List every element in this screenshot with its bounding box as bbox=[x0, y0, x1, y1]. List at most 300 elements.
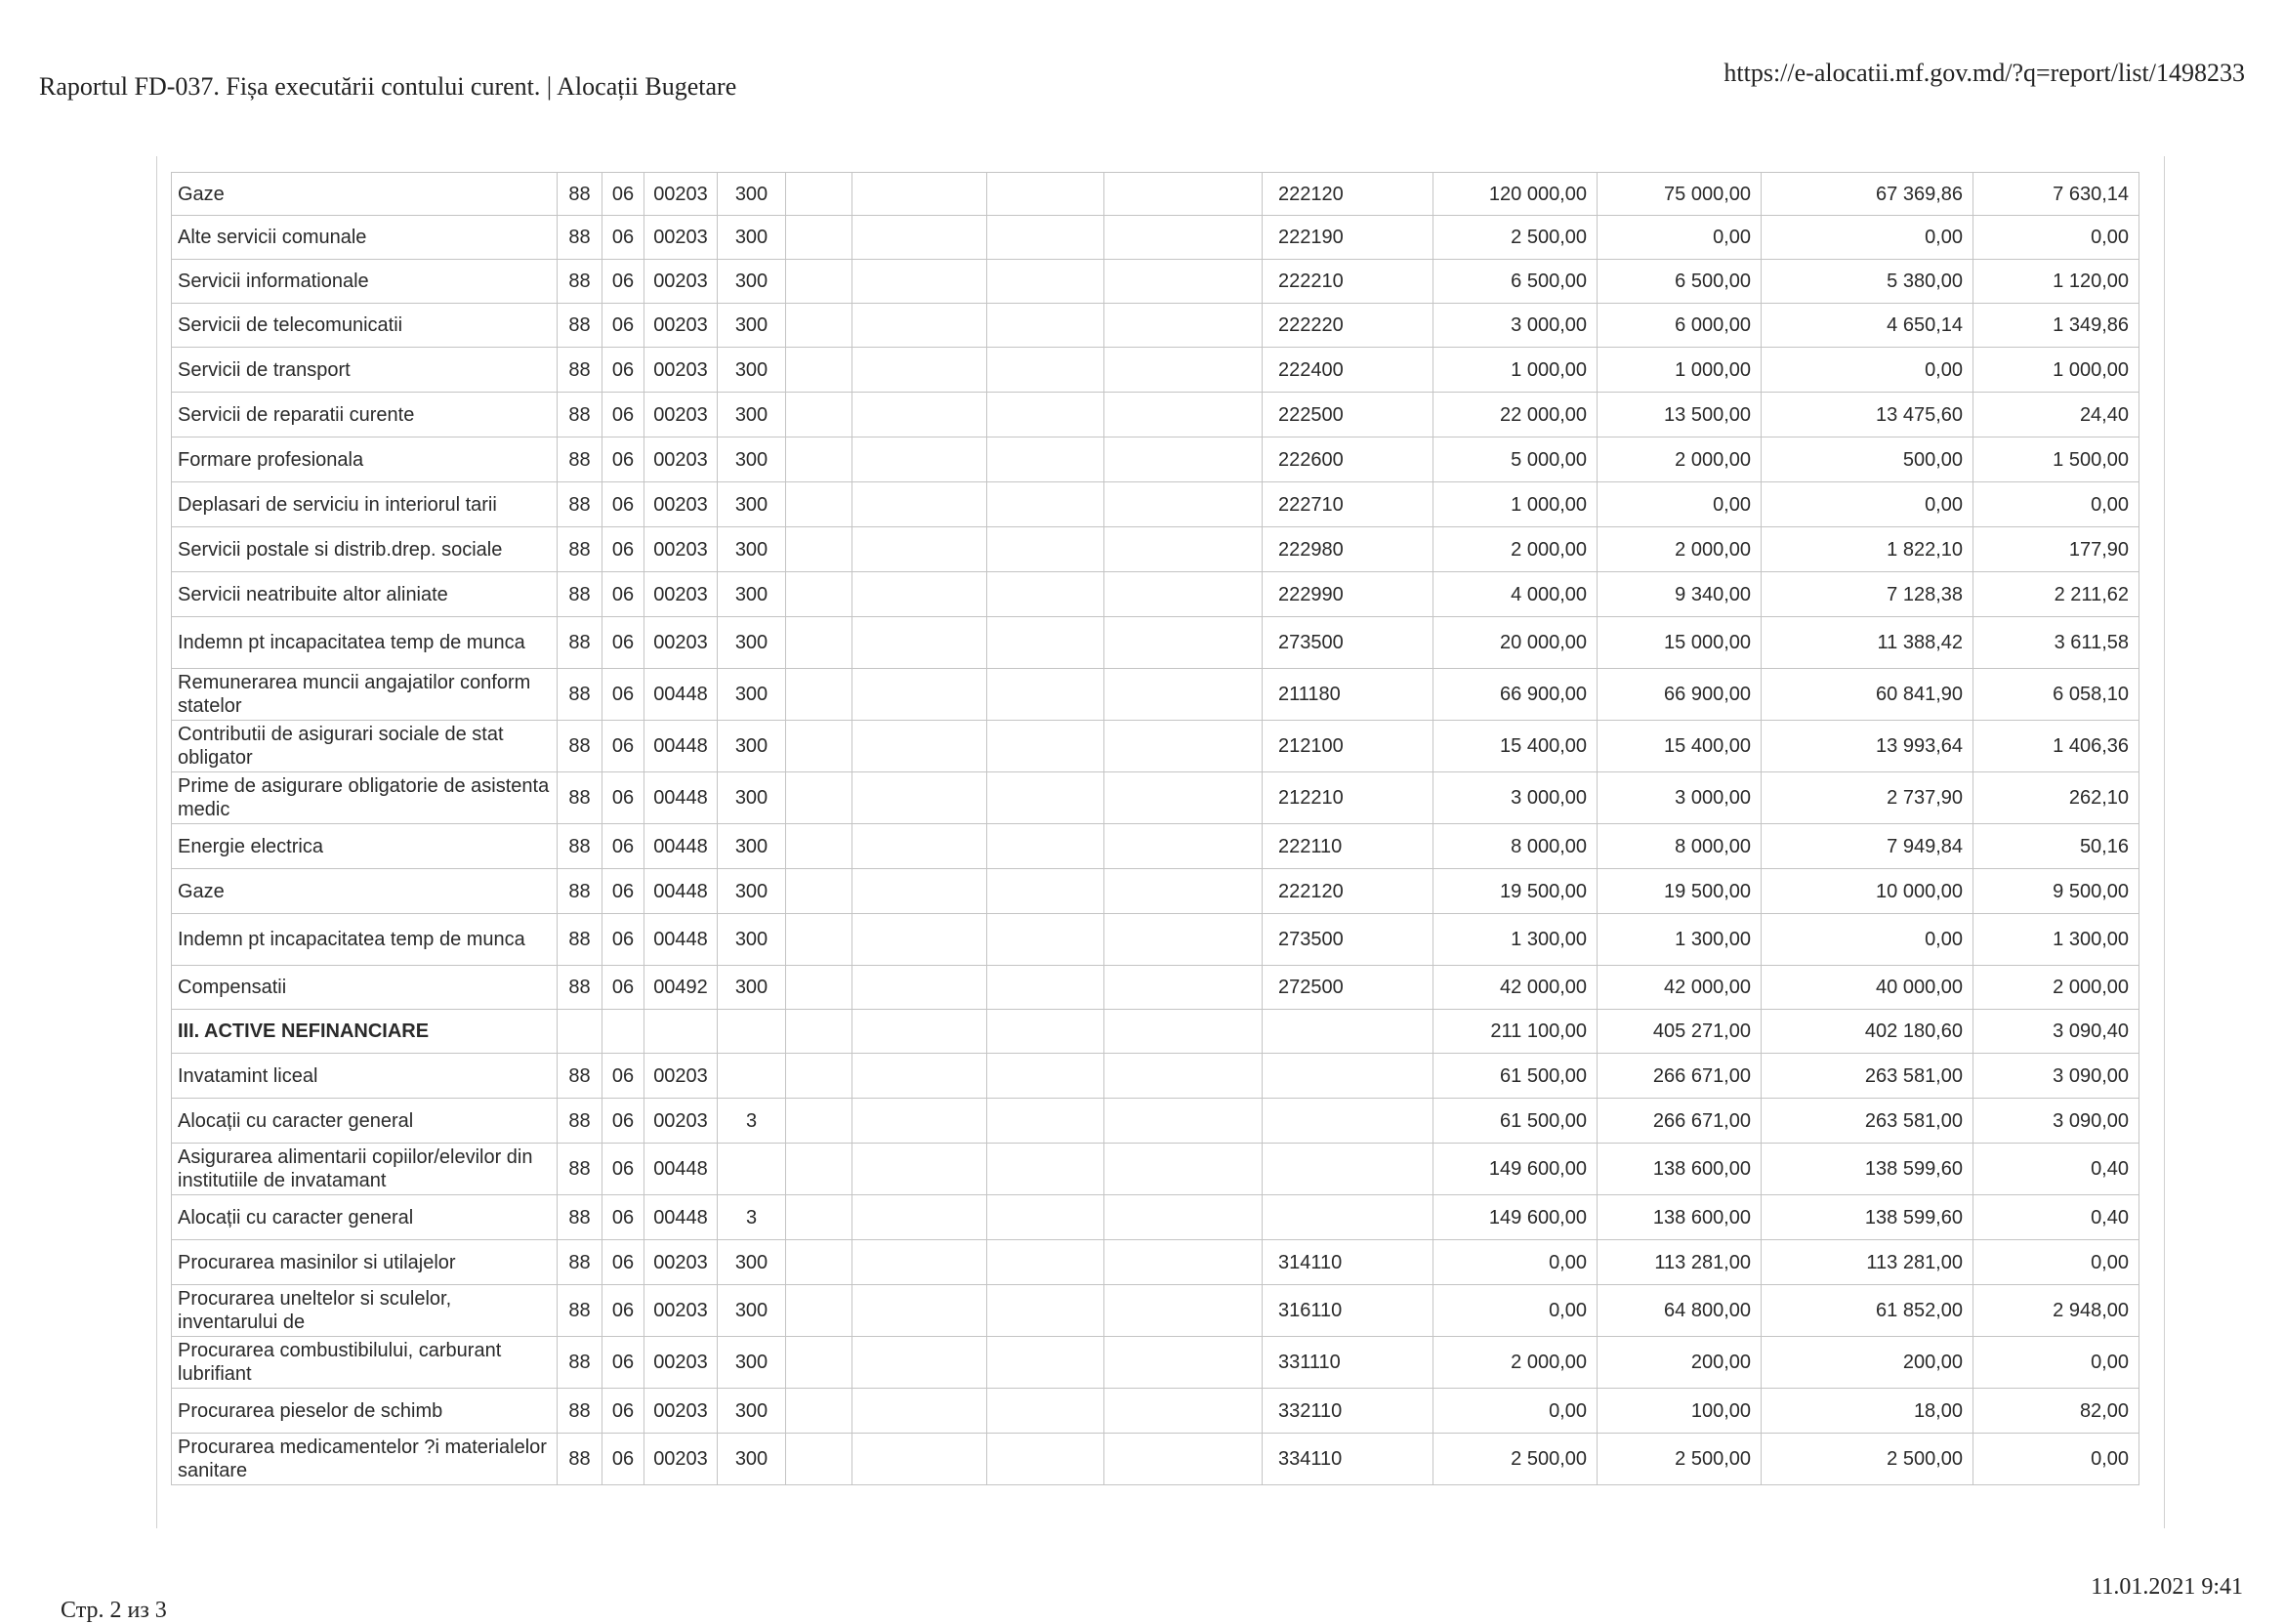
empty-cell bbox=[786, 482, 852, 527]
empty-cell bbox=[852, 1144, 987, 1195]
code-cell: 06 bbox=[602, 173, 644, 216]
amount-cell: 19 500,00 bbox=[1433, 869, 1598, 914]
code-cell: 00448 bbox=[644, 914, 718, 966]
amount-cell: 1 300,00 bbox=[1598, 914, 1762, 966]
code-cell: 06 bbox=[602, 437, 644, 482]
row-name: Remunerarea muncii angajatilor conform statelor bbox=[172, 669, 558, 721]
code-cell: 06 bbox=[602, 966, 644, 1010]
row-name: Asigurarea alimentarii copiilor/elevilor din institutiile de invatamant bbox=[172, 1144, 558, 1195]
row-name: Alocații cu caracter general bbox=[172, 1195, 558, 1240]
code-cell: 300 bbox=[718, 527, 786, 572]
amount-cell: 0,40 bbox=[1973, 1195, 2139, 1240]
code-cell: 88 bbox=[558, 393, 602, 437]
empty-cell bbox=[852, 348, 987, 393]
code-cell: 300 bbox=[718, 437, 786, 482]
amount-cell: 402 180,60 bbox=[1762, 1010, 1973, 1054]
code-cell: 88 bbox=[558, 304, 602, 348]
empty-cell bbox=[1104, 772, 1263, 824]
empty-cell bbox=[786, 260, 852, 304]
amount-cell: 2 500,00 bbox=[1433, 1434, 1598, 1485]
amount-cell: 2 000,00 bbox=[1598, 437, 1762, 482]
code-cell: 06 bbox=[602, 393, 644, 437]
code-cell: 06 bbox=[602, 1144, 644, 1195]
empty-cell bbox=[852, 1389, 987, 1434]
code-cell: 88 bbox=[558, 617, 602, 669]
empty-cell bbox=[987, 914, 1104, 966]
amount-cell: 266 671,00 bbox=[1598, 1054, 1762, 1099]
eco-code-cell bbox=[1263, 1195, 1433, 1240]
amount-cell: 6 000,00 bbox=[1598, 304, 1762, 348]
code-cell bbox=[718, 1144, 786, 1195]
amount-cell: 1 000,00 bbox=[1598, 348, 1762, 393]
amount-cell: 61 852,00 bbox=[1762, 1285, 1973, 1337]
code-cell: 00203 bbox=[644, 393, 718, 437]
code-cell: 88 bbox=[558, 1099, 602, 1144]
empty-cell bbox=[1104, 1054, 1263, 1099]
amount-cell: 100,00 bbox=[1598, 1389, 1762, 1434]
amount-cell: 0,00 bbox=[1973, 216, 2139, 260]
eco-code-cell: 212100 bbox=[1263, 721, 1433, 772]
code-cell: 00448 bbox=[644, 721, 718, 772]
empty-cell bbox=[852, 527, 987, 572]
empty-cell bbox=[852, 216, 987, 260]
eco-code-cell: 334110 bbox=[1263, 1434, 1433, 1485]
table-row bbox=[172, 1054, 2139, 1099]
code-cell bbox=[718, 1010, 786, 1054]
empty-cell bbox=[852, 1434, 987, 1485]
row-name: Procurarea pieselor de schimb bbox=[172, 1389, 558, 1434]
empty-cell bbox=[786, 572, 852, 617]
code-cell bbox=[602, 1010, 644, 1054]
empty-cell bbox=[987, 669, 1104, 721]
code-cell: 300 bbox=[718, 1285, 786, 1337]
amount-cell: 1 300,00 bbox=[1973, 914, 2139, 966]
row-name: Compensatii bbox=[172, 966, 558, 1010]
amount-cell: 3 090,00 bbox=[1973, 1054, 2139, 1099]
amount-cell: 263 581,00 bbox=[1762, 1054, 1973, 1099]
code-cell: 06 bbox=[602, 1195, 644, 1240]
amount-cell: 18,00 bbox=[1762, 1389, 1973, 1434]
code-cell: 06 bbox=[602, 304, 644, 348]
code-cell: 06 bbox=[602, 772, 644, 824]
amount-cell: 15 000,00 bbox=[1598, 617, 1762, 669]
empty-cell bbox=[1104, 824, 1263, 869]
amount-cell: 3 611,58 bbox=[1973, 617, 2139, 669]
code-cell: 00203 bbox=[644, 216, 718, 260]
table-row bbox=[172, 772, 2139, 824]
eco-code-cell: 332110 bbox=[1263, 1389, 1433, 1434]
amount-cell: 10 000,00 bbox=[1762, 869, 1973, 914]
amount-cell: 0,00 bbox=[1762, 482, 1973, 527]
row-name: Formare profesionala bbox=[172, 437, 558, 482]
empty-cell bbox=[987, 1144, 1104, 1195]
empty-cell bbox=[987, 1434, 1104, 1485]
empty-cell bbox=[786, 1337, 852, 1389]
table-row bbox=[172, 1337, 2139, 1389]
empty-cell bbox=[1104, 669, 1263, 721]
empty-cell bbox=[987, 772, 1104, 824]
empty-cell bbox=[786, 1195, 852, 1240]
empty-cell bbox=[1104, 1285, 1263, 1337]
amount-cell: 13 500,00 bbox=[1598, 393, 1762, 437]
empty-cell bbox=[1104, 173, 1263, 216]
amount-cell: 4 000,00 bbox=[1433, 572, 1598, 617]
amount-cell: 2 211,62 bbox=[1973, 572, 2139, 617]
amount-cell: 61 500,00 bbox=[1433, 1054, 1598, 1099]
amount-cell: 5 000,00 bbox=[1433, 437, 1598, 482]
empty-cell bbox=[852, 437, 987, 482]
empty-cell bbox=[987, 1389, 1104, 1434]
empty-cell bbox=[987, 617, 1104, 669]
amount-cell: 3 000,00 bbox=[1598, 772, 1762, 824]
table-row bbox=[172, 527, 2139, 572]
code-cell: 300 bbox=[718, 617, 786, 669]
code-cell: 00203 bbox=[644, 572, 718, 617]
code-cell: 00492 bbox=[644, 966, 718, 1010]
empty-cell bbox=[852, 173, 987, 216]
table-row bbox=[172, 482, 2139, 527]
empty-cell bbox=[786, 527, 852, 572]
eco-code-cell: 272500 bbox=[1263, 966, 1433, 1010]
eco-code-cell: 212210 bbox=[1263, 772, 1433, 824]
code-cell bbox=[644, 1010, 718, 1054]
code-cell: 88 bbox=[558, 482, 602, 527]
row-name: Gaze bbox=[172, 869, 558, 914]
code-cell: 88 bbox=[558, 1389, 602, 1434]
code-cell: 06 bbox=[602, 869, 644, 914]
amount-cell: 61 500,00 bbox=[1433, 1099, 1598, 1144]
row-name: III. ACTIVE NEFINANCIARE bbox=[172, 1010, 558, 1054]
code-cell: 00203 bbox=[644, 527, 718, 572]
empty-cell bbox=[987, 572, 1104, 617]
empty-cell bbox=[786, 772, 852, 824]
amount-cell: 67 369,86 bbox=[1762, 173, 1973, 216]
code-cell: 300 bbox=[718, 1337, 786, 1389]
code-cell: 88 bbox=[558, 772, 602, 824]
amount-cell: 13 993,64 bbox=[1762, 721, 1973, 772]
amount-cell: 7 128,38 bbox=[1762, 572, 1973, 617]
row-name: Servicii de telecomunicatii bbox=[172, 304, 558, 348]
code-cell: 00448 bbox=[644, 1195, 718, 1240]
page-number: Стр. 2 из 3 bbox=[61, 1598, 167, 1623]
empty-cell bbox=[852, 1285, 987, 1337]
report-url: https://e-alocatii.mf.gov.md/?q=report/list/1498233 bbox=[1723, 59, 2245, 87]
amount-cell: 3 090,00 bbox=[1973, 1099, 2139, 1144]
empty-cell bbox=[786, 1099, 852, 1144]
code-cell: 06 bbox=[602, 1337, 644, 1389]
code-cell: 00448 bbox=[644, 869, 718, 914]
amount-cell: 13 475,60 bbox=[1762, 393, 1973, 437]
code-cell: 88 bbox=[558, 869, 602, 914]
code-cell: 00203 bbox=[644, 1337, 718, 1389]
table-row bbox=[172, 572, 2139, 617]
empty-cell bbox=[987, 966, 1104, 1010]
code-cell: 06 bbox=[602, 1054, 644, 1099]
code-cell: 00203 bbox=[644, 1240, 718, 1285]
table-row bbox=[172, 669, 2139, 721]
table-row bbox=[172, 1240, 2139, 1285]
amount-cell: 50,16 bbox=[1973, 824, 2139, 869]
table-row bbox=[172, 966, 2139, 1010]
amount-cell: 42 000,00 bbox=[1433, 966, 1598, 1010]
amount-cell: 0,00 bbox=[1973, 1434, 2139, 1485]
empty-cell bbox=[786, 304, 852, 348]
amount-cell: 405 271,00 bbox=[1598, 1010, 1762, 1054]
amount-cell: 7 949,84 bbox=[1762, 824, 1973, 869]
amount-cell: 6 058,10 bbox=[1973, 669, 2139, 721]
code-cell: 88 bbox=[558, 1195, 602, 1240]
table-row bbox=[172, 173, 2139, 216]
amount-cell: 3 000,00 bbox=[1433, 772, 1598, 824]
eco-code-cell: 331110 bbox=[1263, 1337, 1433, 1389]
empty-cell bbox=[852, 1099, 987, 1144]
empty-cell bbox=[852, 1010, 987, 1054]
amount-cell: 2 000,00 bbox=[1433, 1337, 1598, 1389]
code-cell bbox=[718, 1054, 786, 1099]
code-cell: 300 bbox=[718, 482, 786, 527]
amount-cell: 0,40 bbox=[1973, 1144, 2139, 1195]
code-cell: 00448 bbox=[644, 669, 718, 721]
code-cell: 88 bbox=[558, 348, 602, 393]
code-cell: 06 bbox=[602, 1434, 644, 1485]
amount-cell: 40 000,00 bbox=[1762, 966, 1973, 1010]
table-row bbox=[172, 1389, 2139, 1434]
code-cell: 88 bbox=[558, 1240, 602, 1285]
eco-code-cell: 222120 bbox=[1263, 173, 1433, 216]
code-cell: 00448 bbox=[644, 824, 718, 869]
row-name: Servicii de transport bbox=[172, 348, 558, 393]
code-cell: 00203 bbox=[644, 1054, 718, 1099]
eco-code-cell: 273500 bbox=[1263, 617, 1433, 669]
code-cell: 88 bbox=[558, 1337, 602, 1389]
table-row bbox=[172, 216, 2139, 260]
amount-cell: 200,00 bbox=[1598, 1337, 1762, 1389]
table-row bbox=[172, 260, 2139, 304]
empty-cell bbox=[786, 1389, 852, 1434]
amount-cell: 0,00 bbox=[1433, 1389, 1598, 1434]
row-name: Invatamint liceal bbox=[172, 1054, 558, 1099]
code-cell: 06 bbox=[602, 527, 644, 572]
eco-code-cell bbox=[1263, 1010, 1433, 1054]
amount-cell: 138 599,60 bbox=[1762, 1144, 1973, 1195]
empty-cell bbox=[786, 1285, 852, 1337]
amount-cell: 113 281,00 bbox=[1598, 1240, 1762, 1285]
empty-cell bbox=[852, 572, 987, 617]
row-name: Gaze bbox=[172, 173, 558, 216]
amount-cell: 6 500,00 bbox=[1598, 260, 1762, 304]
code-cell: 300 bbox=[718, 572, 786, 617]
code-cell: 00203 bbox=[644, 304, 718, 348]
empty-cell bbox=[987, 437, 1104, 482]
code-cell: 300 bbox=[718, 393, 786, 437]
code-cell: 06 bbox=[602, 482, 644, 527]
empty-cell bbox=[1104, 1389, 1263, 1434]
empty-cell bbox=[987, 304, 1104, 348]
amount-cell: 1 822,10 bbox=[1762, 527, 1973, 572]
row-name: Indemn pt incapacitatea temp de munca bbox=[172, 617, 558, 669]
eco-code-cell: 222110 bbox=[1263, 824, 1433, 869]
amount-cell: 1 406,36 bbox=[1973, 721, 2139, 772]
empty-cell bbox=[1104, 966, 1263, 1010]
code-cell: 06 bbox=[602, 260, 644, 304]
amount-cell: 138 600,00 bbox=[1598, 1195, 1762, 1240]
amount-cell: 1 000,00 bbox=[1433, 482, 1598, 527]
code-cell: 00203 bbox=[644, 482, 718, 527]
amount-cell: 211 100,00 bbox=[1433, 1010, 1598, 1054]
empty-cell bbox=[852, 1195, 987, 1240]
empty-cell bbox=[852, 966, 987, 1010]
empty-cell bbox=[987, 348, 1104, 393]
row-name: Energie electrica bbox=[172, 824, 558, 869]
empty-cell bbox=[786, 393, 852, 437]
empty-cell bbox=[987, 393, 1104, 437]
table-row bbox=[172, 824, 2139, 869]
code-cell: 00448 bbox=[644, 772, 718, 824]
eco-code-cell: 222500 bbox=[1263, 393, 1433, 437]
code-cell: 3 bbox=[718, 1195, 786, 1240]
code-cell: 88 bbox=[558, 216, 602, 260]
code-cell: 00203 bbox=[644, 437, 718, 482]
empty-cell bbox=[1104, 482, 1263, 527]
amount-cell: 113 281,00 bbox=[1762, 1240, 1973, 1285]
empty-cell bbox=[786, 1144, 852, 1195]
table-row bbox=[172, 1099, 2139, 1144]
code-cell: 300 bbox=[718, 1389, 786, 1434]
table-row bbox=[172, 437, 2139, 482]
code-cell: 88 bbox=[558, 669, 602, 721]
amount-cell: 15 400,00 bbox=[1598, 721, 1762, 772]
table-row bbox=[172, 721, 2139, 772]
table-row bbox=[172, 304, 2139, 348]
amount-cell: 0,00 bbox=[1973, 1337, 2139, 1389]
report-title: Raportul FD-037. Fișa executării contului curent. | Alocații Bugetare bbox=[39, 72, 737, 101]
empty-cell bbox=[852, 1240, 987, 1285]
empty-cell bbox=[786, 348, 852, 393]
row-name: Alocații cu caracter general bbox=[172, 1099, 558, 1144]
empty-cell bbox=[1104, 216, 1263, 260]
empty-cell bbox=[786, 1010, 852, 1054]
empty-cell bbox=[987, 721, 1104, 772]
empty-cell bbox=[852, 1337, 987, 1389]
code-cell: 88 bbox=[558, 260, 602, 304]
empty-cell bbox=[987, 1054, 1104, 1099]
eco-code-cell: 222980 bbox=[1263, 527, 1433, 572]
empty-cell bbox=[786, 914, 852, 966]
empty-cell bbox=[1104, 1010, 1263, 1054]
empty-cell bbox=[852, 869, 987, 914]
empty-cell bbox=[786, 1054, 852, 1099]
eco-code-cell: 222220 bbox=[1263, 304, 1433, 348]
empty-cell bbox=[786, 437, 852, 482]
empty-cell bbox=[852, 772, 987, 824]
table-row bbox=[172, 1010, 2139, 1054]
amount-cell: 64 800,00 bbox=[1598, 1285, 1762, 1337]
table-row bbox=[172, 1285, 2139, 1337]
amount-cell: 6 500,00 bbox=[1433, 260, 1598, 304]
code-cell: 88 bbox=[558, 914, 602, 966]
eco-code-cell: 222120 bbox=[1263, 869, 1433, 914]
code-cell: 300 bbox=[718, 216, 786, 260]
execution-table bbox=[171, 172, 2139, 1485]
eco-code-cell bbox=[1263, 1144, 1433, 1195]
code-cell: 00203 bbox=[644, 1434, 718, 1485]
row-name: Servicii postale si distrib.drep. sociale bbox=[172, 527, 558, 572]
code-cell: 88 bbox=[558, 437, 602, 482]
amount-cell: 42 000,00 bbox=[1598, 966, 1762, 1010]
amount-cell: 0,00 bbox=[1762, 914, 1973, 966]
empty-cell bbox=[786, 173, 852, 216]
amount-cell: 2 500,00 bbox=[1598, 1434, 1762, 1485]
amount-cell: 177,90 bbox=[1973, 527, 2139, 572]
code-cell: 300 bbox=[718, 869, 786, 914]
code-cell: 06 bbox=[602, 824, 644, 869]
empty-cell bbox=[852, 617, 987, 669]
code-cell: 300 bbox=[718, 669, 786, 721]
amount-cell: 1 000,00 bbox=[1973, 348, 2139, 393]
amount-cell: 0,00 bbox=[1598, 482, 1762, 527]
amount-cell: 2 500,00 bbox=[1762, 1434, 1973, 1485]
code-cell: 06 bbox=[602, 617, 644, 669]
row-name: Procurarea masinilor si utilajelor bbox=[172, 1240, 558, 1285]
empty-cell bbox=[1104, 1337, 1263, 1389]
print-timestamp: 11.01.2021 9:41 bbox=[2091, 1574, 2243, 1600]
amount-cell: 5 380,00 bbox=[1762, 260, 1973, 304]
amount-cell: 2 000,00 bbox=[1433, 527, 1598, 572]
amount-cell: 66 900,00 bbox=[1598, 669, 1762, 721]
row-name: Procurarea uneltelor si sculelor, inventarului de bbox=[172, 1285, 558, 1337]
empty-cell bbox=[1104, 527, 1263, 572]
code-cell: 300 bbox=[718, 304, 786, 348]
code-cell: 88 bbox=[558, 173, 602, 216]
empty-cell bbox=[987, 260, 1104, 304]
code-cell: 00203 bbox=[644, 260, 718, 304]
empty-cell bbox=[987, 869, 1104, 914]
amount-cell: 0,00 bbox=[1598, 216, 1762, 260]
row-name: Servicii neatribuite altor aliniate bbox=[172, 572, 558, 617]
amount-cell: 0,00 bbox=[1973, 1240, 2139, 1285]
code-cell: 300 bbox=[718, 824, 786, 869]
empty-cell bbox=[987, 1240, 1104, 1285]
row-name: Procurarea combustibilului, carburant lubrifiant bbox=[172, 1337, 558, 1389]
table-row bbox=[172, 1434, 2139, 1485]
empty-cell bbox=[1104, 437, 1263, 482]
empty-cell bbox=[786, 669, 852, 721]
amount-cell: 1 000,00 bbox=[1433, 348, 1598, 393]
code-cell: 88 bbox=[558, 1285, 602, 1337]
empty-cell bbox=[852, 260, 987, 304]
amount-cell: 1 300,00 bbox=[1433, 914, 1598, 966]
amount-cell: 1 120,00 bbox=[1973, 260, 2139, 304]
eco-code-cell: 316110 bbox=[1263, 1285, 1433, 1337]
code-cell: 00203 bbox=[644, 1099, 718, 1144]
eco-code-cell: 222600 bbox=[1263, 437, 1433, 482]
amount-cell: 20 000,00 bbox=[1433, 617, 1598, 669]
code-cell: 300 bbox=[718, 260, 786, 304]
code-cell: 300 bbox=[718, 1434, 786, 1485]
amount-cell: 0,00 bbox=[1762, 216, 1973, 260]
amount-cell: 2 500,00 bbox=[1433, 216, 1598, 260]
code-cell: 00448 bbox=[644, 1144, 718, 1195]
empty-cell bbox=[987, 527, 1104, 572]
code-cell: 00203 bbox=[644, 348, 718, 393]
empty-cell bbox=[987, 824, 1104, 869]
table-row bbox=[172, 1144, 2139, 1195]
amount-cell: 0,00 bbox=[1433, 1285, 1598, 1337]
amount-cell: 75 000,00 bbox=[1598, 173, 1762, 216]
code-cell: 300 bbox=[718, 772, 786, 824]
code-cell: 88 bbox=[558, 966, 602, 1010]
empty-cell bbox=[786, 1434, 852, 1485]
